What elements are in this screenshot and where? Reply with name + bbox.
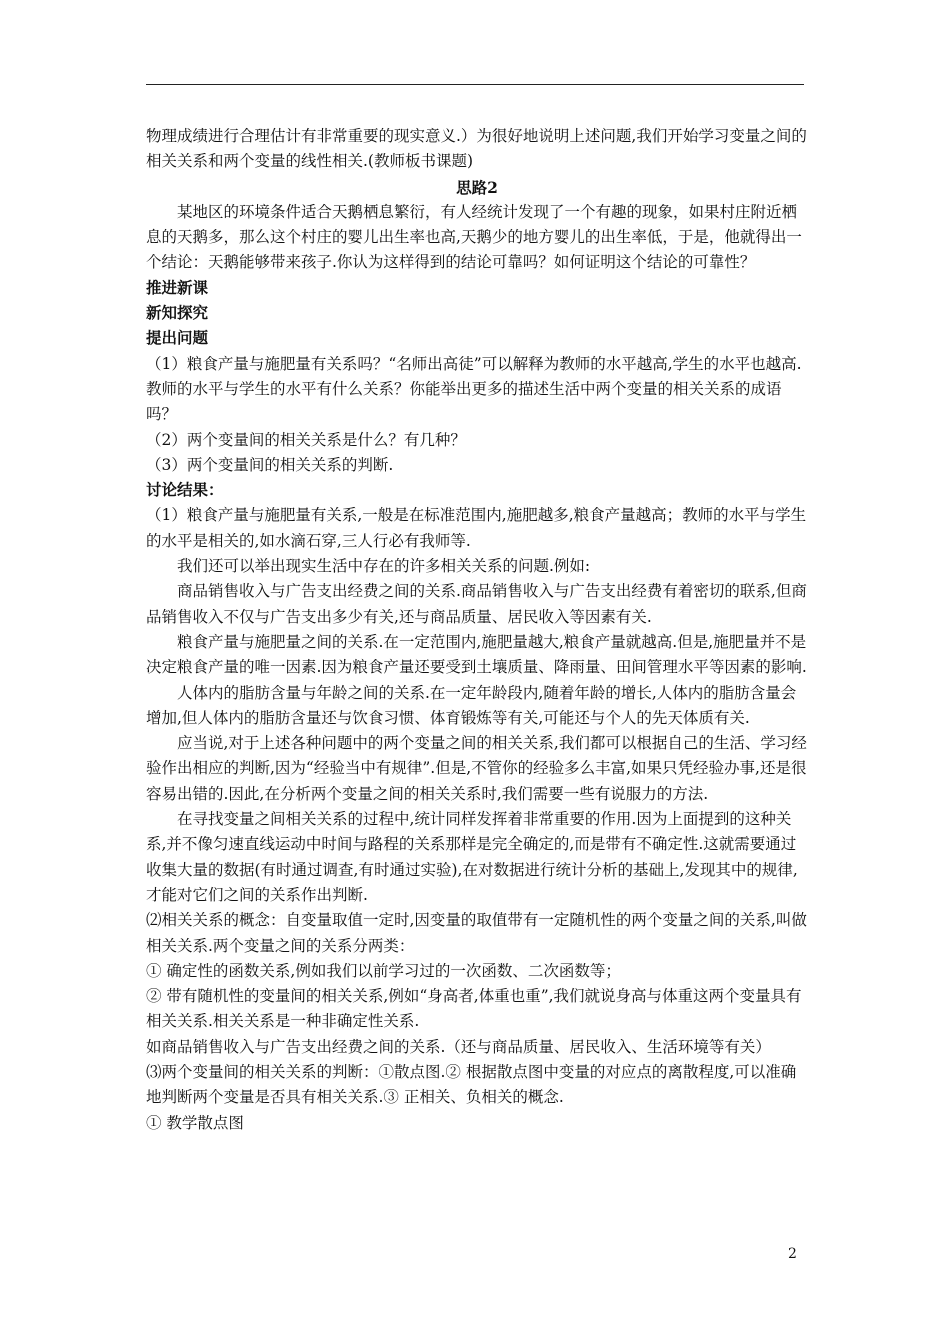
heading-new-lesson: 推进新课 (146, 278, 209, 297)
result-1: （1）粮食产量与施肥量有关系,一般是在标准范围内,施肥越多,粮食产量越高；教师的水平与学生的水平是相关的,如水滴石穿,三人行必有我师等. (146, 506, 807, 550)
question-1: （1）粮食产量与施肥量有关系吗？“名师出高徒”可以解释为教师的水平越高,学生的水平也越高.教师的水平与学生的水平有什么关系？你能举出更多的描述生活中两个变量的相关关系的成语吗？ (146, 354, 802, 424)
page-body (146, 124, 808, 1136)
paragraph-continuation: 物理成绩进行合理估计有非常重要的现实意义.）为很好地说明上述问题,我们开始学习变量之间的相关关系和两个变量的线性相关.(教师板书课题) (146, 127, 807, 171)
page-number: 2 (788, 1246, 797, 1262)
paragraph-fat-age: 人体内的脂肪含量与年龄之间的关系.在一定年龄段内,随着年龄的增长,人体内的脂肪含量会增加,但人体内的脂肪含量还与饮食习惯、体育锻炼等有关,可能还与个人的先天体质有关. (146, 683, 797, 727)
paragraph-statistics-role: 在寻找变量之间相关关系的过程中,统计同样发挥着非常重要的作用.因为上面提到的这种关系,并不像匀速直线运动中时间与路程的关系那样是完全确定的,而是带有不确定性.这就需要通过收集大量的数据(有时通过调查,有时通过实验),在对数据进行统计分析的基础上,发现其中的规律,才能对它们之间的关系作出判断. (146, 810, 798, 904)
paragraph-grain-fertilizer: 粮食产量与施肥量之间的关系.在一定范围内,施肥量越大,粮食产量就越高.但是,施肥量并不是决定粮食产量的唯一因素.因为粮食产量还要受到土壤质量、降雨量、田间管理水平等因素的影响. (146, 632, 807, 677)
heading-questions: 提出问题 (146, 329, 209, 348)
question-3: （3）两个变量间的相关关系的判断. (146, 455, 394, 474)
result-3-judgement: ⑶两个变量间的相关关系的判断：①散点图.② 根据散点图中变量的对应点的离散程度,可以准确地判断两个变量是否具有相关关系.③ 正相关、负相关的概念. (146, 1062, 797, 1107)
heading-new-knowledge: 新知探究 (146, 304, 209, 323)
header-rule (146, 84, 804, 85)
heading-discussion-results: 讨论结果： (146, 481, 224, 500)
list-item-deterministic: ① 确定性的函数关系,例如我们以前学习过的一次函数、二次函数等； (146, 961, 621, 980)
list-item-scatter: ① 教学散点图 (146, 1113, 244, 1132)
question-2: （2）两个变量间的相关关系是什么？有几种？ (146, 430, 466, 449)
list-item-random: ② 带有随机性的变量间的相关关系,例如“身高者,体重也重”,我们就说身高与体重这两个变量具有相关关系.相关关系是一种非确定性关系. (146, 987, 802, 1031)
paragraph-swan-example: 某地区的环境条件适合天鹅栖息繁衍，有人经统计发现了一个有趣的现象，如果村庄附近栖息的天鹅多，那么这个村庄的婴儿出生率也高,天鹅少的地方婴儿的出生率低，于是，他就得出一个结论：天鹅能够带来孩子.你认为这样得到的结论可靠吗？如何证明这个结论的可靠性？ (146, 202, 802, 272)
result-2-concept: ⑵相关关系的概念：自变量取值一定时,因变量的取值带有一定随机性的两个变量之间的关系,叫做相关关系.两个变量之间的关系分两类： (146, 911, 807, 955)
paragraph-sales-note: 如商品销售收入与广告支出经费之间的关系.（还与商品质量、居民收入、生活环境等有关） (146, 1037, 771, 1056)
paragraph-examples-intro: 我们还可以举出现实生活中存在的许多相关关系的问题.例如: (177, 557, 591, 576)
paragraph-experience: 应当说,对于上述各种问题中的两个变量之间的相关关系,我们都可以根据自己的生活、学习经验作出相应的判断,因为“经验当中有规律”.但是,不管你的经验多么丰富,如果只凭经验办事,还是很容易出错的.因此,在分析两个变量之间的相关关系时,我们需要一些有说服力的方法. (146, 734, 807, 803)
section-heading-silu2: 思路2 (456, 177, 498, 197)
paragraph-sales-advertising: 商品销售收入与广告支出经费之间的关系.商品销售收入与广告支出经费有着密切的联系,但商品销售收入不仅与广告支出多少有关,还与商品质量、居民收入等因素有关. (146, 582, 807, 626)
